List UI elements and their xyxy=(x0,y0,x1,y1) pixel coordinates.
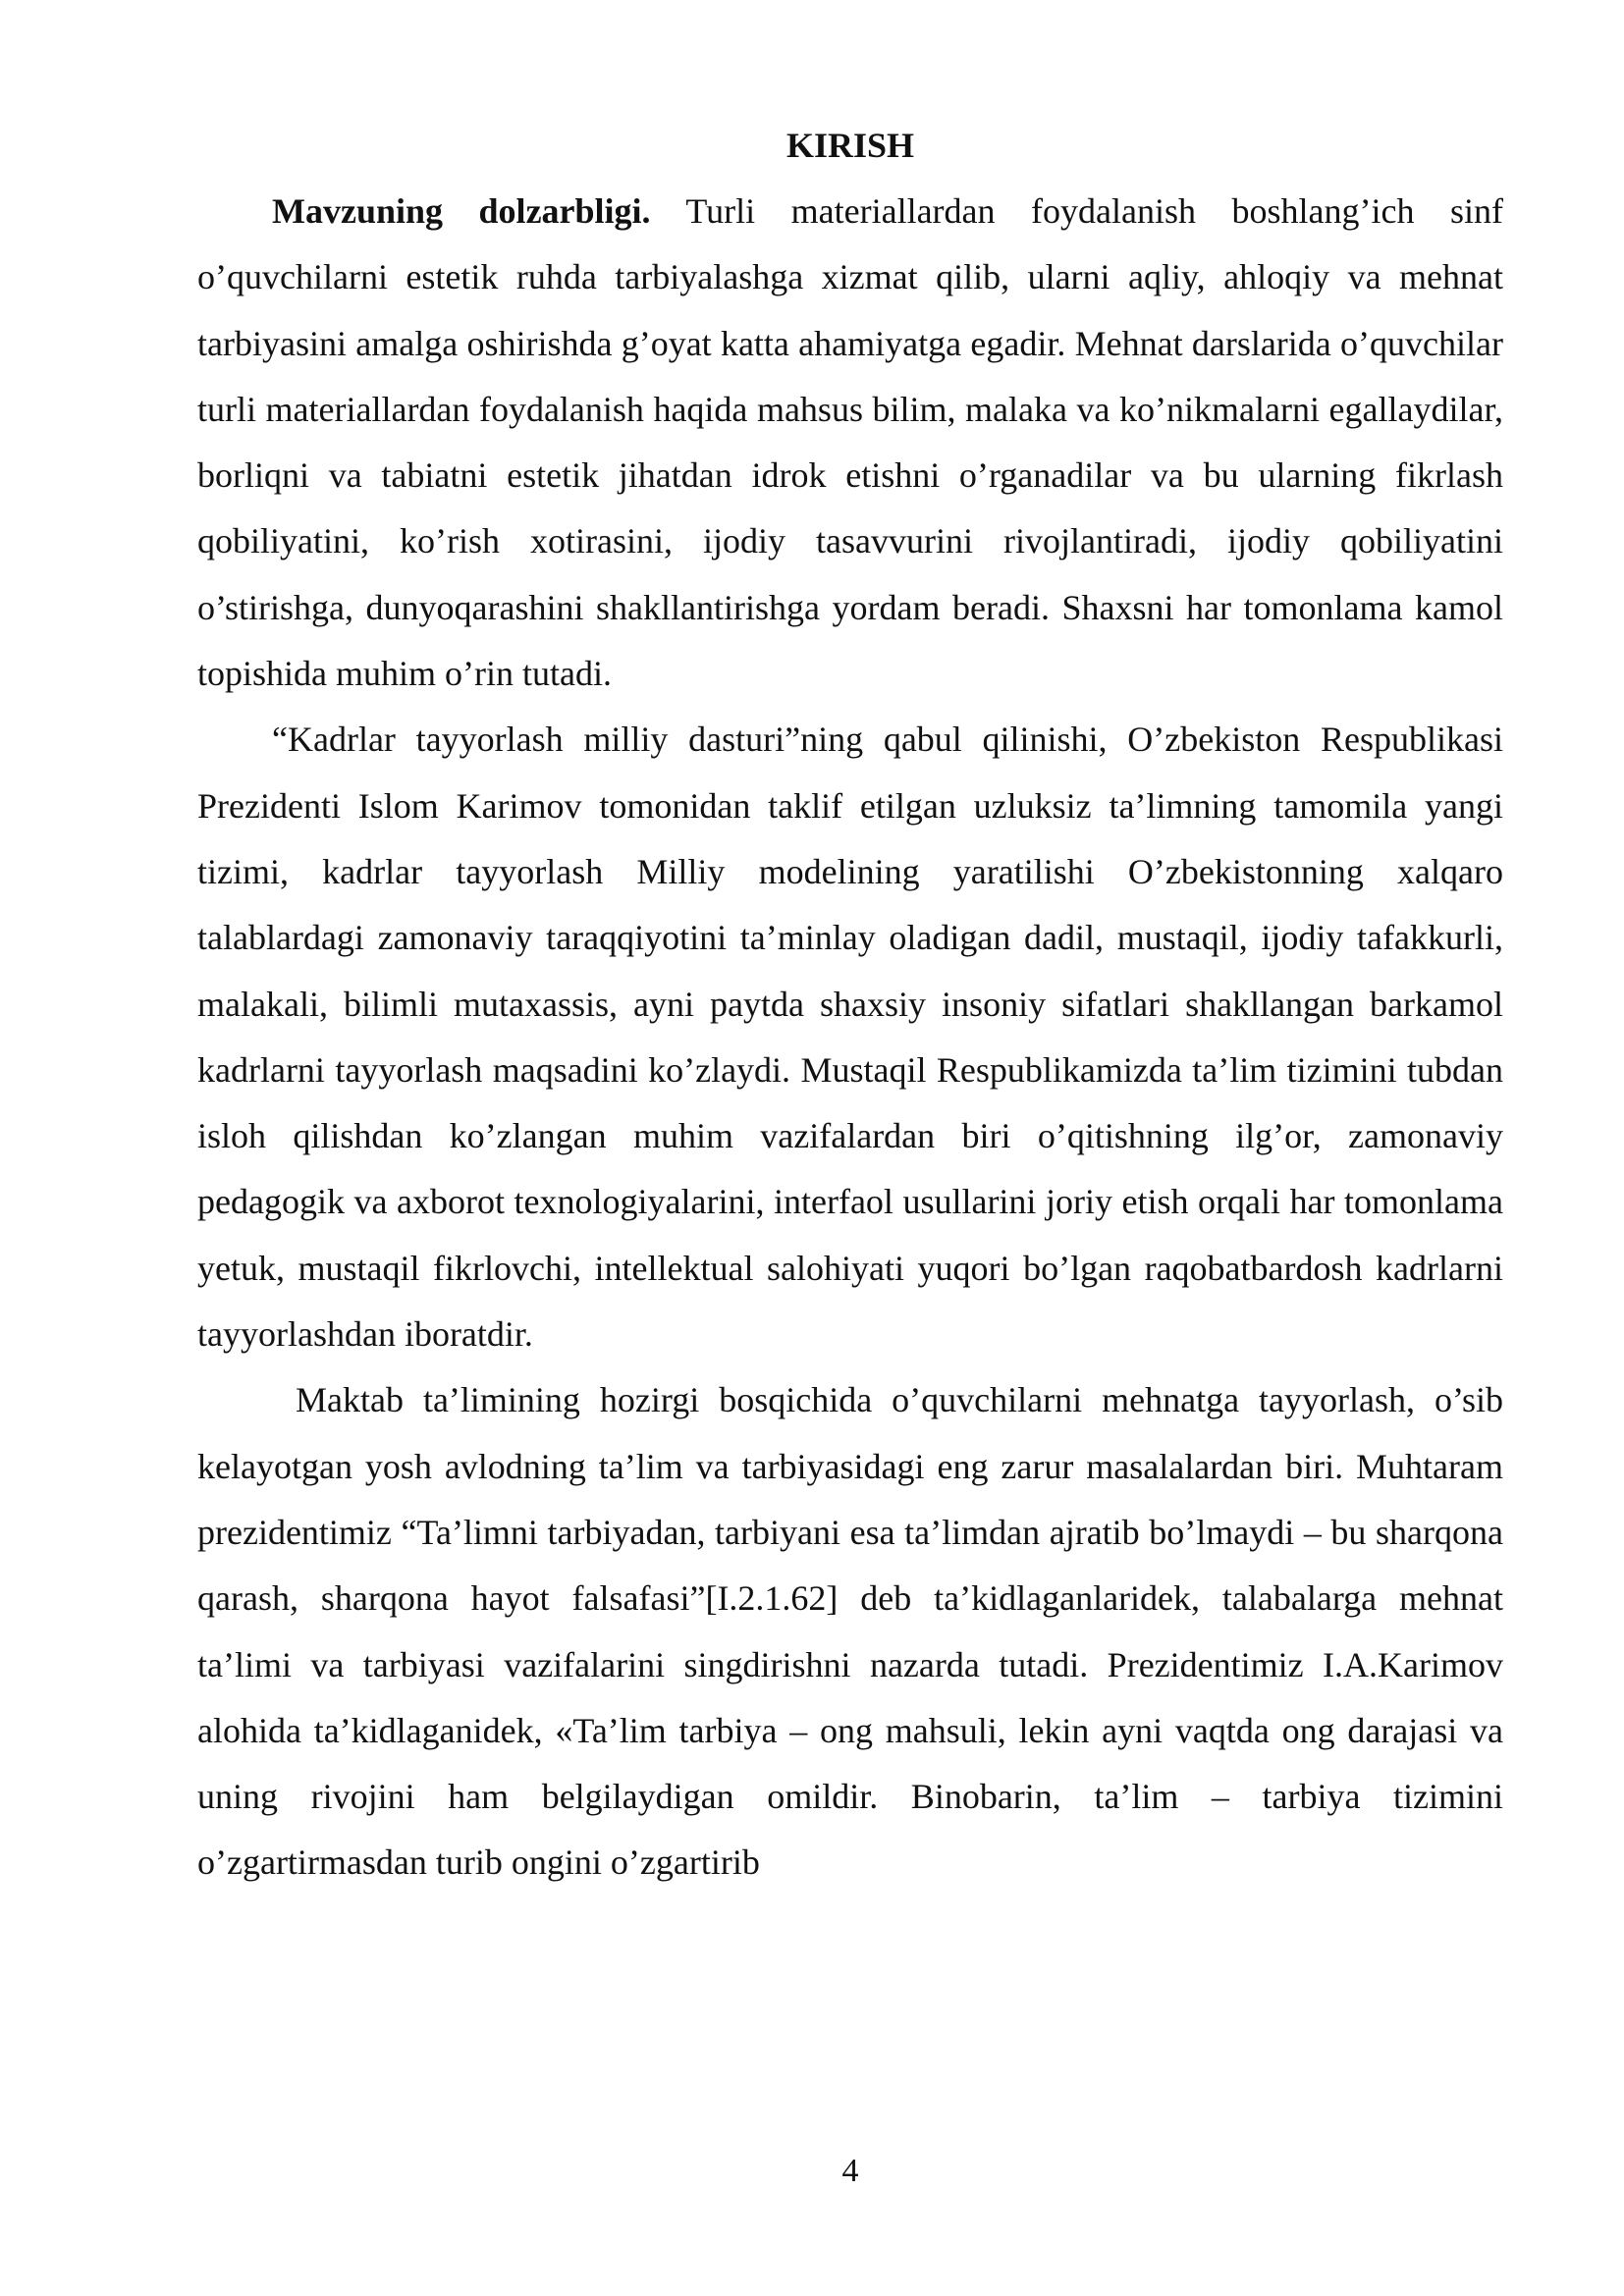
page-number: 4 xyxy=(841,2153,859,2189)
paragraph-lead: Mavzuning dolzarbligi. xyxy=(272,191,651,231)
paragraph-relevance xyxy=(197,179,1503,707)
paragraph-national-program: “Kadrlar tayyorlash milliy dasturi”ning qabul qilinishi, O’zbekiston Respublikasi Prezidenti Islom Karimov tomonidan taklif etilgan uzluksiz ta’limning tamomila yangi tizimi, kadrlar tayyorlash Milliy modelining yaratilishi O’zbekistonning xalqaro talablardagi zamonaviy taraqqiyotini ta’minlay oladigan dadil, mustaqil, ijodiy tafakkurli, malakali, bilimli mutaxassis, ayni paytda shaxsiy insoniy sifatlari shakllangan barkamol kadrlarni tayyorlash maqsadini ko’zlaydi. Mustaqil Respublikamizda ta’lim tizimini tubdan isloh qilishdan ko’zlangan muhim vazifalardan biri o’qitishning ilg’or, zamonaviy pedagogik va axborot texnologiyalarini, interfaol usullarini joriy etish orqali har tomonlama yetuk, mustaqil fikrlovchi, intellektual salohiyati yuqori bo’lgan raqobatbardosh kadrlarni tayyorlashdan iboratdir. xyxy=(197,720,1503,1355)
document-page xyxy=(197,0,1503,2296)
section-title: KIRISH xyxy=(785,126,915,165)
body-text xyxy=(197,179,1503,1896)
paragraph-school-education: Maktab ta’limining hozirgi bosqichida o’quvchilarni mehnatga tayyorlash, o’sib kelayotgan yosh avlodning ta’lim va tarbiyasidagi eng zarur masalalardan biri. Muhtaram prezidentimiz “Ta’limni tarbiyadan, tarbiyani esa ta’limdan ajratib bo’lmaydi – bu sharqona qarash, sharqona hayot falsafasi”[I.2.1.62] deb ta’kidlaganlaridek, talabalarga mehnat ta’limi va tarbiyasi vazifalarini singdirishni nazarda tutadi. Prezidentimiz I.A.Karimov alohida ta’kidlaganidek, «Ta’lim tarbiya – ong mahsuli, lekin ayni vaqtda ong darajasi va uning rivojini ham belgilaydigan omildir. Binobarin, ta’lim – tarbiya tizimini o’zgartirmasdan turib ongini o’zgartirib xyxy=(197,1380,1503,1883)
paragraph-text: Turli materiallardan foydalanish boshlang’ich sinf o’quvchilarni estetik ruhda tarbiyalashga xizmat qilib, ularni aqliy, ahloqiy va mehnat tarbiyasini amalga oshirishda g’oyat katta ahamiyatga egadir. Mehnat darslarida o’quvchilar turli materiallardan foydalanish haqida mahsus bilim, malaka va ko’nikmalarni egallaydilar, borliqni va tabiatni estetik jihatdan idrok etishni o’rganadilar va bu ularning fikrlash qobiliyatini, ko’rish xotirasini, ijodiy tasavvurini rivojlantiradi, ijodiy qobiliyatini o’stirishga, dunyoqarashini shakllantirishga yordam beradi. Shaxsni har tomonlama kamol topishida muhim o’rin tutadi. xyxy=(197,191,1503,694)
